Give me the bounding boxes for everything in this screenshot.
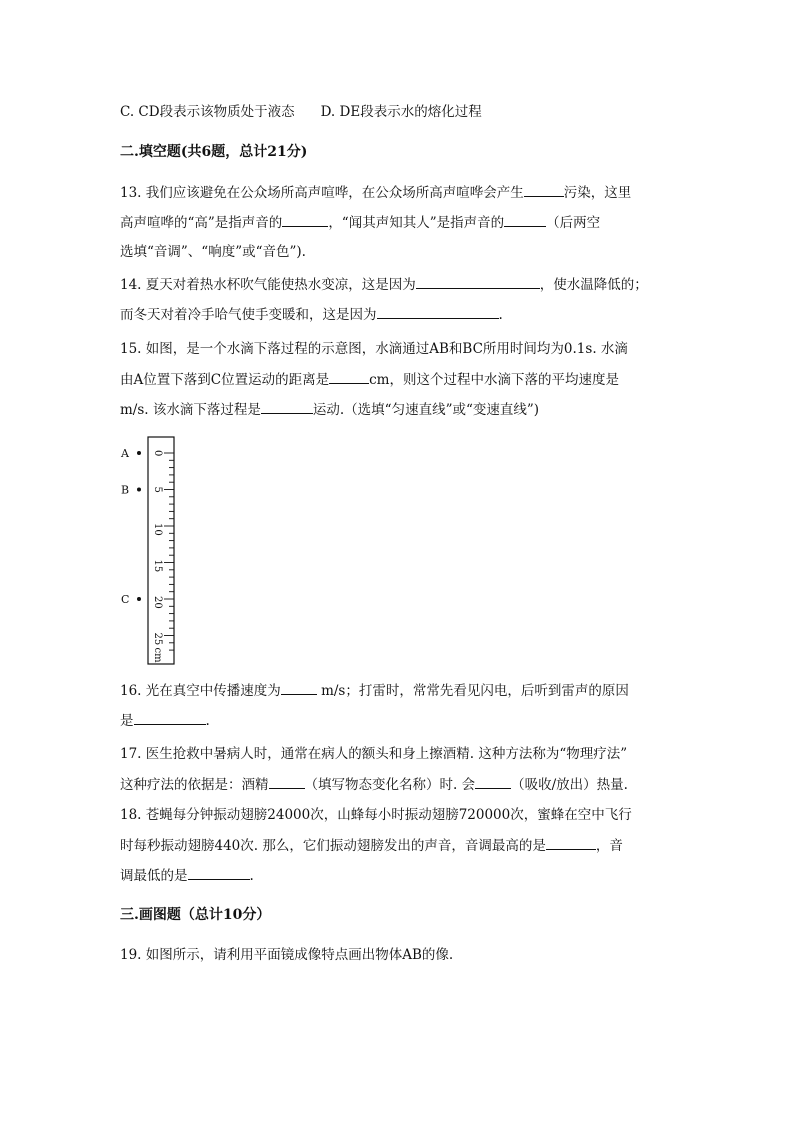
- water-drop-point-c: [137, 597, 141, 601]
- q14-text: 14. 夏天对着热水杯吹气能使热水变凉，这是因为: [120, 277, 416, 293]
- ruler-tick-label: 0: [152, 450, 163, 457]
- q16-text: .: [205, 713, 210, 729]
- water-drop-point-b: [137, 488, 141, 492]
- point-label-c: C: [121, 593, 130, 606]
- q13-text: 选填“音调”、“响度”或“音色”).: [120, 244, 306, 260]
- q14-text: 而冬天对着冷手哈气使手变暖和，这是因为: [120, 307, 377, 323]
- q13-text: 污染，这里: [563, 185, 632, 201]
- q15-blank-1[interactable]: [329, 370, 369, 384]
- option-c-d-line: [120, 103, 482, 121]
- q18-blank-2[interactable]: [188, 866, 250, 880]
- ruler-points: [120, 447, 141, 606]
- q16-text: 是: [120, 713, 134, 729]
- q13-text: 13. 我们应该避免在公众场所高声喧哗，在公众场所高声喧哗会产生: [120, 185, 524, 201]
- q15-blank-2[interactable]: [261, 400, 313, 414]
- option-d: D. DE段表示水的熔化过程: [320, 104, 482, 120]
- q16-blank-2[interactable]: [134, 711, 206, 725]
- q15-text: m/s. 该水滴下落过程是: [120, 402, 261, 418]
- option-c: C. CD段表示该物质处于液态: [120, 104, 295, 120]
- q18-blank-1[interactable]: [546, 836, 596, 850]
- q15-text: cm，则这个过程中水滴下落的平均速度是: [369, 372, 619, 388]
- point-label-b: B: [121, 483, 130, 497]
- q15-text: 由A位置下落到C位置运动的距离是: [120, 372, 330, 388]
- q13-blank-1[interactable]: [524, 183, 564, 197]
- ruler-tick-label: 20: [152, 596, 163, 609]
- q18-text: 调最低的是: [120, 868, 188, 884]
- ruler-tick-label: 10: [152, 523, 163, 536]
- q16-text: 16. 光在真空中传播速度为: [120, 683, 281, 699]
- q14-blank-1[interactable]: [416, 275, 540, 289]
- q13-blank-2[interactable]: [282, 213, 328, 227]
- q14-text: ，使水温降低的；: [539, 277, 648, 293]
- ruler-tick-label: 25: [152, 632, 163, 646]
- ruler-unit-label: cm: [152, 647, 163, 663]
- ruler-tick-label: 15: [152, 559, 163, 573]
- q16-text: m/s；打雷时，常常先看见闪电，后听到雷声的原因: [321, 683, 629, 699]
- q18-text: ，音: [595, 838, 623, 854]
- q17-text: 17. 医生抢救中暑病人时，通常在病人的额头和身上擦酒精. 这种方法称为“物理疗法”: [120, 746, 628, 762]
- q15-text: 15. 如图，是一个水滴下落过程的示意图，水滴通过AB和BC所用时间均为0.1s. 水滴: [120, 341, 628, 357]
- ruler-figure: [118, 436, 180, 668]
- q13-blank-3[interactable]: [504, 213, 546, 227]
- q17-blank-2[interactable]: [475, 775, 511, 789]
- q13-text: ，“闻其声知其人”是指声音的: [328, 215, 505, 231]
- q13-text: （后两空: [546, 215, 601, 231]
- q18-text: .: [249, 868, 254, 884]
- water-drop-point-a: [137, 451, 141, 455]
- q17-text: （填写物态变化名称）时. 会: [304, 777, 476, 793]
- point-label-a: A: [121, 447, 129, 460]
- q17-text: 这种疗法的依据是：酒精: [120, 777, 269, 793]
- ruler-tick-label: 5: [152, 486, 163, 493]
- q16-blank-1[interactable]: [281, 681, 317, 695]
- ruler-body: [148, 437, 174, 664]
- q15-text: 运动.（选填“匀速直线”或“变速直线”): [312, 402, 540, 418]
- q17-text: （吸收/放出）热量.: [511, 777, 628, 793]
- q14-text: .: [498, 307, 503, 323]
- section3-title: 三.画图题（总计10分）: [120, 907, 271, 923]
- question-19: 19. 如图所示，请利用平面镜成像特点画出物体AB的像.: [120, 947, 454, 963]
- section2-title: 二.填空题(共6题，总计21分): [120, 144, 308, 160]
- q17-blank-1[interactable]: [269, 775, 305, 789]
- q18-text: 时每秒振动翅膀440次. 那么，它们振动翅膀发出的声音，音调最高的是: [120, 838, 546, 854]
- q18-text: 18. 苍蝇每分钟振动翅膀24000次，山蜂每小时振动翅膀720000次，蜜蜂在空中飞行: [120, 807, 632, 823]
- q13-text: 高声喧哗的“高”是指声音的: [120, 215, 283, 231]
- q14-blank-2[interactable]: [377, 305, 499, 319]
